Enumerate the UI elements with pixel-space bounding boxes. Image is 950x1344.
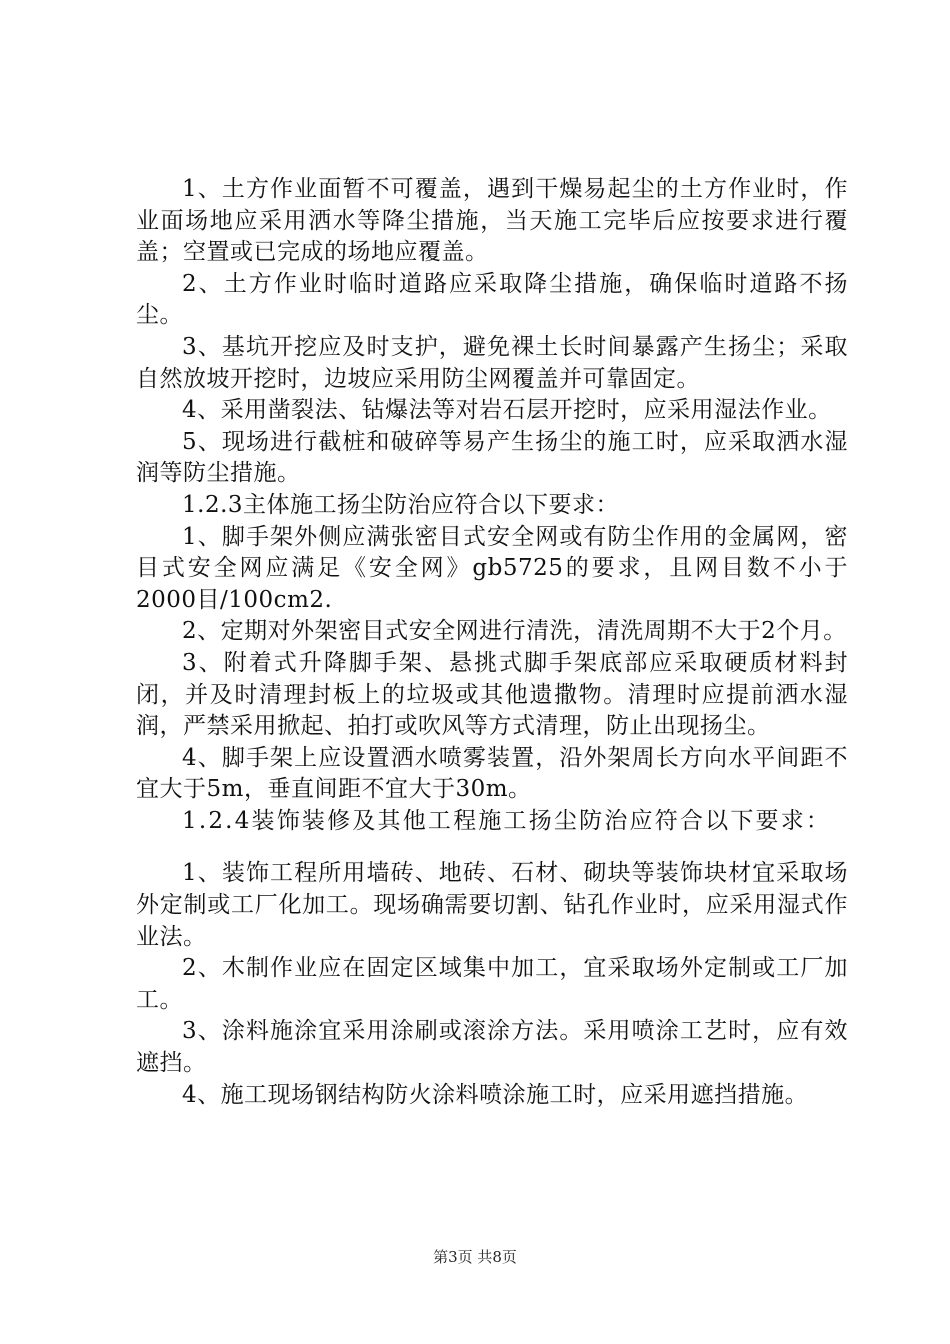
paragraph: 2、木制作业应在固定区域集中加工，宜采取场外定制或工厂加工。 <box>136 955 848 1013</box>
section-heading: 1.2.4装饰装修及其他工程施工扬尘防治应符合以下要求： <box>182 807 832 834</box>
paragraph: 4、采用凿裂法、钻爆法等对岩石层开挖时，应采用湿法作业。 <box>182 397 832 424</box>
document-body <box>136 174 848 1111</box>
paragraph: 3、涂料施涂宜采用涂刷或滚涂方法。采用喷涂工艺时，应有效遮挡。 <box>136 1018 848 1077</box>
paragraph: 5、现场进行截桩和破碎等易产生扬尘的施工时，应采取洒水湿润等防尘措施。 <box>136 428 848 487</box>
paragraph: 1、土方作业面暂不可覆盖，遇到干燥易起尘的土方作业时，作业面场地应采用洒水等降尘措施，当天施工完毕后应按要求进行覆盖；空置或已完成的场地应覆盖。 <box>136 176 848 266</box>
paragraph: 4、脚手架上应设置洒水喷雾装置，沿外架周长方向水平间距不宜大于5m，垂直间距不宜大于30m。 <box>136 744 848 803</box>
paragraph: 4、施工现场钢结构防火涂料喷涂施工时，应采用遮挡措施。 <box>182 1081 809 1108</box>
paragraph: 3、附着式升降脚手架、悬挑式脚手架底部应采取硬质材料封闭，并及时清理封板上的垃圾或其他遗撒物。清理时应提前洒水湿润，严禁采用掀起、拍打或吹风等方式清理，防止出现扬尘。 <box>136 649 848 740</box>
paragraph: 1、脚手架外侧应满张密目式安全网或有防尘作用的金属网，密目式安全网应满足《安全网》gb5725的要求，且网目数不小于2000目/100cm2. <box>136 523 848 613</box>
section-heading: 1.2.3主体施工扬尘防治应符合以下要求： <box>182 491 620 518</box>
paragraph: 3、基坑开挖应及时支护，避免裸土长时间暴露产生扬尘；采取自然放坡开挖时，边坡应采用防尘网覆盖并可靠固定。 <box>136 333 848 392</box>
page-footer: 第3页 共8页 <box>433 1248 517 1266</box>
paragraph: 2、定期对外架密目式安全网进行清洗，清洗周期不大于2个月。 <box>182 618 847 645</box>
paragraph: 2、土方作业时临时道路应采取降尘措施，确保临时道路不扬尘。 <box>136 270 848 329</box>
paragraph: 1、装饰工程所用墙砖、地砖、石材、砌块等装饰块材宜采取场外定制或工厂化加工。现场确需要切割、钻孔作业时，应采用湿式作业法。 <box>136 860 848 950</box>
